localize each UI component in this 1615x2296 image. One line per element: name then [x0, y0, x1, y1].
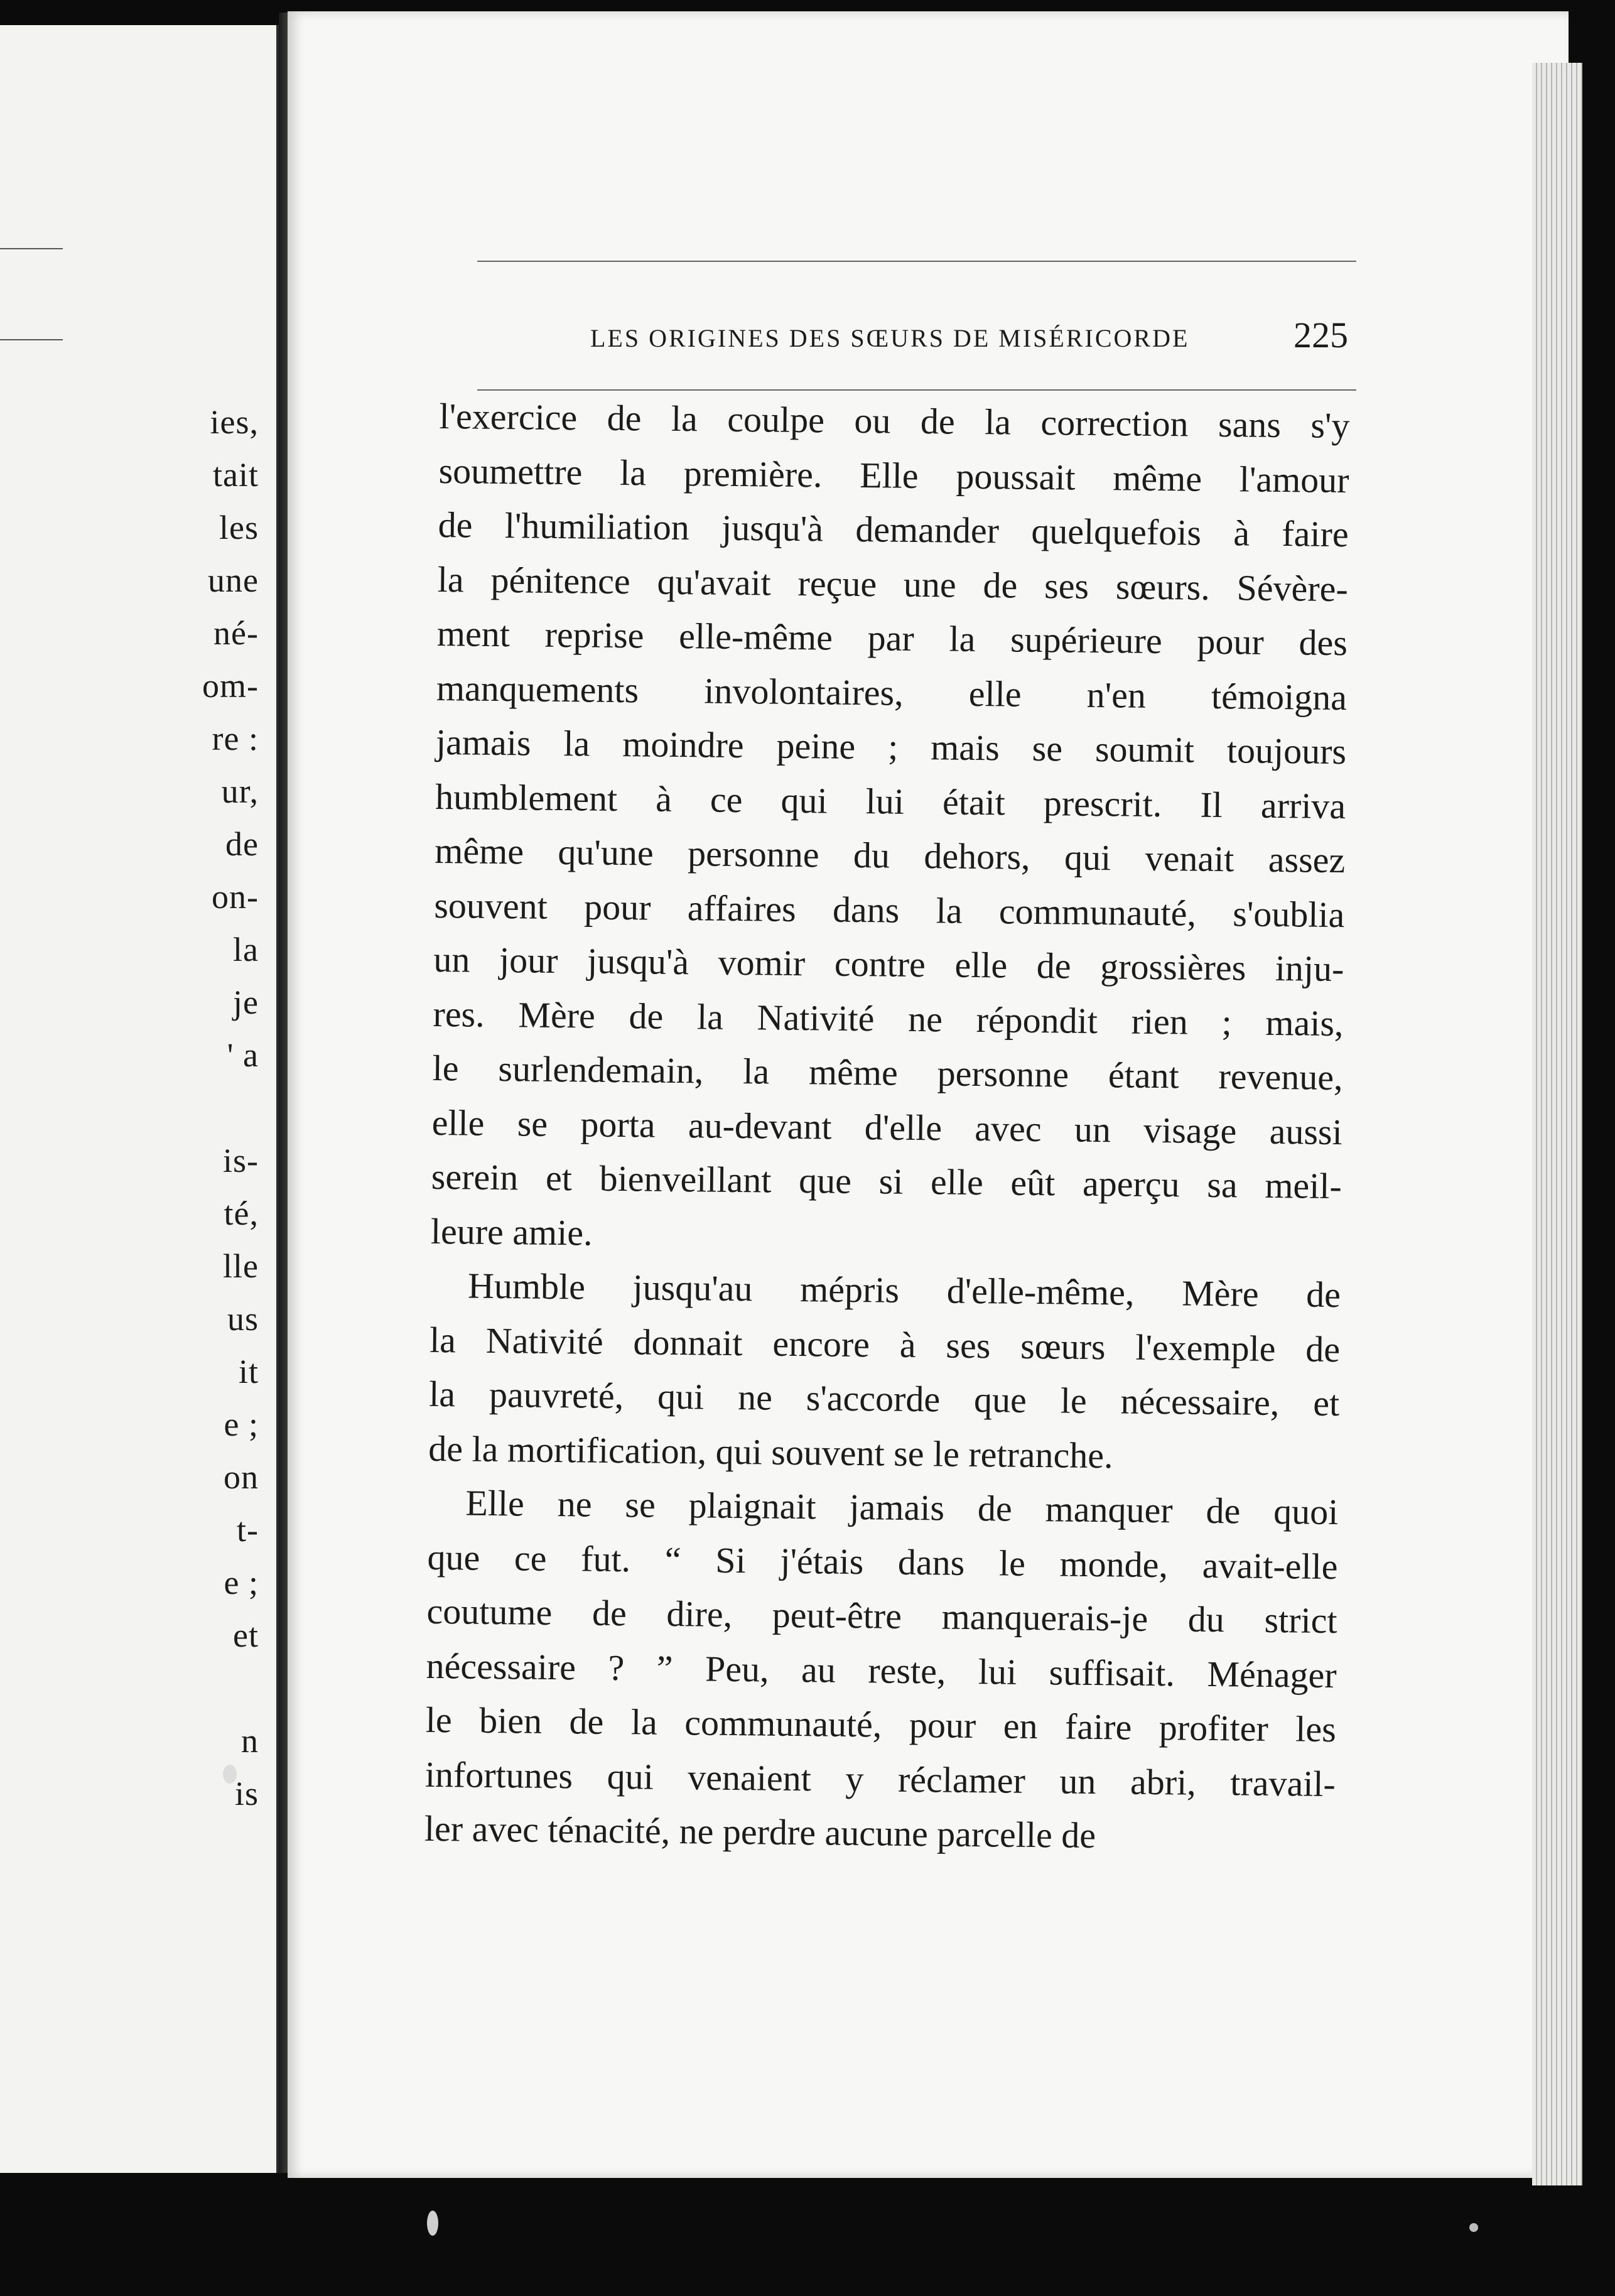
left-page-fragment: e ;	[224, 1564, 259, 1601]
page-number: 225	[1294, 315, 1348, 355]
text-line: Humble jusqu'au mépris d'elle-même, Mère de	[467, 1265, 1341, 1316]
left-page-fragment: n	[241, 1722, 259, 1760]
left-page-fragment: us	[227, 1300, 259, 1338]
left-page-rule-bottom	[0, 339, 63, 340]
left-page-text-fragments	[202, 396, 259, 1820]
left-page-fragment: is-	[223, 1142, 259, 1179]
left-facing-page	[0, 25, 279, 2173]
text-line: de la mortification, qui souvent se le retranche.	[428, 1427, 1113, 1476]
scan-speck	[427, 2211, 438, 2236]
left-page-fragment	[202, 1081, 259, 1134]
left-page-rule-top	[0, 248, 63, 249]
scan-speck	[1469, 2223, 1478, 2232]
text-line: même qu'une personne du dehors, qui venait assez	[434, 830, 1346, 881]
left-page-fragment: re :	[212, 720, 259, 757]
text-line: jamais la moindre peine ; mais se soumit toujours	[435, 721, 1347, 772]
text-line: la pauvreté, qui ne s'accorde que le nécessaire, et	[428, 1373, 1340, 1424]
running-head-title: LES ORIGINES DES SŒURS DE MISÉRICORDE	[590, 324, 1190, 352]
left-page-fragment: t-	[237, 1511, 259, 1549]
text-line: infortunes qui venaient y réclamer un abri, travail-	[424, 1753, 1336, 1804]
text-line: la pénitence qu'avait reçue une de ses sœurs. Sévère-	[437, 558, 1349, 609]
text-line: manquements involontaires, elle n'en témoigna	[436, 667, 1348, 718]
text-line: l'exercice de la coulpe ou de la correction sans s'y	[439, 395, 1350, 447]
left-page-fragment: je	[233, 983, 259, 1021]
text-line: un jour jusqu'à vomir contre elle de grossières inju-	[433, 938, 1344, 990]
text-line: le surlendemain, la même personne étant revenue,	[432, 1047, 1343, 1098]
left-page-fragment: ies,	[210, 403, 259, 441]
left-page-fragment: lle	[223, 1247, 259, 1285]
text-line: souvent pour affaires dans la communauté, s'oublia	[434, 884, 1345, 935]
text-line: Elle ne se plaignait jamais de manquer de quoi	[465, 1482, 1339, 1533]
text-line: ment reprise elle-même par la supérieure pour des	[436, 612, 1348, 664]
text-line: elle se porta au-devant d'elle avec un visage aussi	[431, 1102, 1343, 1152]
text-line: soumettre la première. Elle poussait même l'amour	[438, 450, 1349, 501]
left-page-fragment: et	[233, 1616, 259, 1654]
text-line: le bien de la communauté, pour en faire profiter les	[425, 1699, 1337, 1750]
text-line: res. Mère de la Nativité ne répondit rien ; mais,	[433, 993, 1344, 1044]
text-line: de l'humiliation jusqu'à demander quelquefois à faire	[438, 504, 1349, 555]
text-line: que ce fut. “ Si j'étais dans le monde, avait-elle	[427, 1536, 1338, 1587]
left-page-fragment: les	[219, 509, 259, 546]
left-page-fragment: it	[238, 1353, 259, 1390]
text-line: humblement à ce qui lui était prescrit. Il arriva	[435, 776, 1346, 826]
left-page-fragment: ' a	[227, 1036, 259, 1074]
left-page-fragment: né-	[213, 614, 259, 652]
text-line: serein et bienveillant que si elle eût aperçu sa meil-	[431, 1156, 1342, 1207]
left-page-fragment: om-	[202, 667, 259, 705]
running-head-rule-top	[477, 261, 1356, 262]
text-line: leure amie.	[430, 1210, 593, 1254]
left-page-fragment: ur,	[221, 772, 259, 810]
left-page-fragment: on-	[212, 878, 259, 916]
book-gutter	[279, 13, 288, 2173]
body-text	[424, 389, 1350, 1866]
left-page-fragment: is	[234, 1775, 259, 1812]
left-page-fragment: de	[225, 825, 259, 863]
left-page-fragment: e ;	[224, 1405, 259, 1443]
left-page-fragment: la	[233, 931, 259, 968]
text-line: nécessaire ? ” Peu, au reste, lui suffisait. Ménager	[426, 1645, 1337, 1696]
text-line: ler avec ténacité, ne perdre aucune parcelle de	[424, 1807, 1096, 1856]
left-page-fragment	[202, 1662, 259, 1714]
page-edges	[1532, 63, 1582, 2185]
scan-speck	[223, 1765, 237, 1784]
left-page-fragment: une	[208, 561, 259, 599]
left-page-fragment: té,	[224, 1194, 259, 1232]
left-page-fragment: on	[224, 1458, 259, 1496]
running-head-rule-bottom	[477, 389, 1356, 391]
text-line: coutume de dire, peut-être manquerais-je du strict	[426, 1590, 1337, 1642]
left-page-fragment: tait	[213, 456, 259, 494]
text-line: la Nativité donnait encore à ses sœurs l'exemple de	[429, 1319, 1341, 1370]
